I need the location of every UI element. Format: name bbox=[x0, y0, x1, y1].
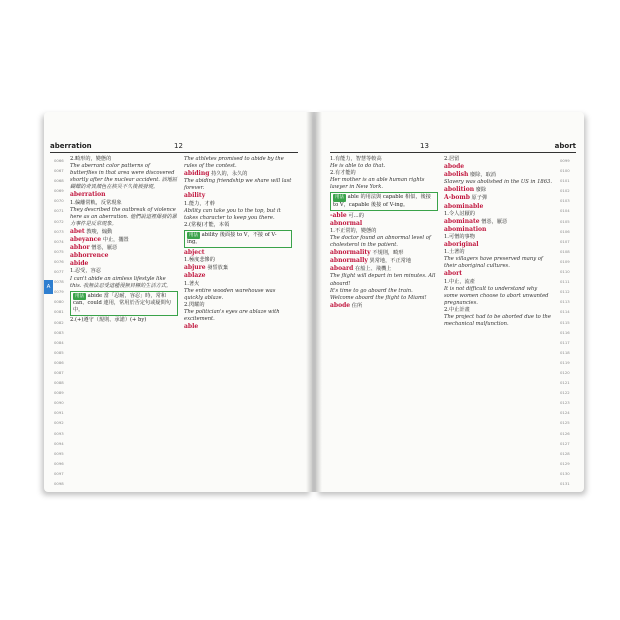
entry-sense: 1.土著的 bbox=[444, 249, 465, 256]
usage-note bbox=[70, 291, 178, 316]
definition: 不規則，畸形 bbox=[372, 250, 404, 257]
left-header-word: aberration bbox=[50, 142, 92, 150]
vocab-number: 0100 bbox=[560, 168, 570, 174]
entry-sense: 2.畸形的，變態的 bbox=[70, 156, 112, 162]
example-sentence: Slavery was abolished in the US in 1863. bbox=[444, 179, 552, 186]
headword: A-bomb bbox=[444, 194, 470, 202]
entry-sense: 1.中止，流產 bbox=[444, 278, 475, 285]
example-sentence: Ability can take you to the top, but it takes character to keep you there. bbox=[184, 207, 281, 221]
vocab-number: 0110 bbox=[560, 269, 570, 275]
headword: abomination bbox=[444, 225, 487, 233]
vocab-number: 0094 bbox=[54, 440, 64, 446]
headword: aberration bbox=[70, 191, 106, 199]
right-page bbox=[316, 112, 584, 492]
example-sentence: Welcome aboard the flight to Miami! bbox=[330, 294, 427, 301]
headword: abiding bbox=[184, 170, 210, 178]
headword: abominable bbox=[444, 202, 484, 210]
headword: -able bbox=[330, 211, 347, 219]
entry-sense: 2.(常複)才能，本領 bbox=[184, 221, 230, 228]
headword: able bbox=[184, 323, 199, 331]
usage-note bbox=[184, 230, 292, 248]
vocab-number: 0077 bbox=[54, 269, 64, 275]
vocab-number: 0119 bbox=[560, 359, 570, 365]
vocab-number: 0074 bbox=[54, 238, 64, 244]
vocab-number: 0097 bbox=[54, 470, 64, 476]
open-dictionary bbox=[44, 112, 584, 492]
headword: ability bbox=[184, 192, 206, 200]
definition: 異常地，不正常地 bbox=[369, 258, 412, 265]
left-page-header bbox=[50, 142, 298, 153]
vocab-number: 0090 bbox=[54, 400, 64, 406]
headword: abide bbox=[70, 260, 89, 268]
headword: abolition bbox=[444, 186, 475, 194]
example-sentence: It's time to go aboard the train. bbox=[330, 287, 413, 294]
headword: abort bbox=[444, 270, 463, 278]
definition: 憎惡，厭惡 bbox=[481, 218, 508, 225]
vocab-number: 0080 bbox=[54, 299, 64, 305]
vocab-number: 0073 bbox=[54, 228, 64, 234]
definition: 中止，擱置 bbox=[102, 237, 129, 244]
vocab-number: 0069 bbox=[54, 188, 64, 194]
definition: 廢除 bbox=[475, 187, 487, 194]
vocab-number: 0076 bbox=[54, 258, 64, 264]
headword: aboriginal bbox=[444, 241, 479, 249]
vocab-number: 0095 bbox=[54, 450, 64, 456]
left-column-1 bbox=[70, 156, 178, 324]
headword: abeyance bbox=[70, 236, 102, 244]
vocab-number: 0109 bbox=[560, 258, 570, 264]
usage-text: able 的用法與 capable 相似，後接 to V，capable 後接 of V-ing。 bbox=[333, 194, 431, 208]
vocab-number: 0120 bbox=[560, 369, 570, 375]
entry-sense: 1.能力，才幹 bbox=[184, 200, 215, 207]
usage-tag: 用法 bbox=[75, 293, 84, 299]
vocab-number: 0070 bbox=[54, 198, 64, 204]
left-page bbox=[44, 112, 312, 492]
right-column-2 bbox=[444, 156, 552, 328]
usage-tag: 用法 bbox=[335, 195, 344, 201]
vocab-number: 0131 bbox=[560, 481, 570, 486]
headword: abnormal bbox=[330, 219, 363, 227]
definition: 廢除，取消 bbox=[470, 172, 496, 179]
vocab-number: 0071 bbox=[54, 208, 64, 214]
headword: abominate bbox=[444, 217, 480, 225]
vocab-number: 0128 bbox=[560, 450, 570, 456]
example-sentence: The flight will depart in ten minutes. All aboard! bbox=[330, 273, 436, 287]
headword: abode bbox=[444, 163, 465, 171]
vocab-number: 0082 bbox=[54, 319, 64, 325]
definition: 教唆，煽動 bbox=[86, 228, 113, 235]
entry-sense: 2.有才能的 bbox=[330, 170, 356, 177]
vocab-number: 0130 bbox=[560, 470, 570, 476]
right-page-number: 13 bbox=[420, 142, 429, 150]
entry-sense: 1.令人討厭的 bbox=[444, 210, 475, 217]
vocab-number: 0099 bbox=[560, 158, 570, 163]
headword: ablaze bbox=[184, 272, 206, 280]
left-page-number: 12 bbox=[174, 142, 183, 150]
headword: abject bbox=[184, 249, 205, 257]
example-sentence: The athletes promised to abide by the rules of the contest. bbox=[184, 156, 284, 170]
vocab-number: 0104 bbox=[560, 208, 570, 214]
right-page-header bbox=[330, 142, 576, 153]
vocab-number: 0093 bbox=[54, 430, 64, 436]
example-sentence: The villagers have preserved many of their aboriginal cultures. bbox=[444, 256, 543, 270]
vocab-number: 0105 bbox=[560, 218, 570, 224]
vocab-number: 0096 bbox=[54, 460, 64, 466]
vocab-number: 0103 bbox=[560, 198, 570, 204]
headword: abode bbox=[330, 301, 351, 309]
vocab-number: 0124 bbox=[560, 410, 570, 416]
vocab-number: 0111 bbox=[560, 279, 570, 285]
headword: abhorrence bbox=[70, 252, 109, 260]
example-sentence: It is not difficult to understand why some women choose to abort unwanted pregnancies. bbox=[444, 285, 549, 306]
vocab-number: 0122 bbox=[560, 390, 570, 396]
vocab-number: 0114 bbox=[560, 309, 570, 315]
vocab-number: 0127 bbox=[560, 440, 570, 446]
vocab-number: 0079 bbox=[54, 289, 64, 295]
vocab-number: 0084 bbox=[54, 339, 64, 345]
usage-note bbox=[330, 192, 438, 210]
book-gutter bbox=[306, 112, 322, 492]
entry-sense: 1.有能力，智慧等較高 bbox=[330, 156, 382, 162]
left-margin-numbers bbox=[54, 156, 66, 489]
vocab-number: 0112 bbox=[560, 289, 570, 295]
vocab-number: 0107 bbox=[560, 238, 570, 244]
example-sentence: The project had to be aborted due to the mechanical malfunction. bbox=[444, 313, 551, 328]
definition: 可…的 bbox=[348, 212, 364, 219]
entry-sense: 1.極度悲慘的 bbox=[184, 257, 215, 264]
example-sentence: He is able to do that. bbox=[330, 163, 386, 170]
vocab-number: 0116 bbox=[560, 329, 570, 335]
entry-sense: 2.(+)遵守（規則、承諾）(+ by) bbox=[70, 316, 147, 323]
vocab-number: 0113 bbox=[560, 299, 570, 305]
entry-sense: 2.居留 bbox=[444, 156, 460, 162]
definition: 住所 bbox=[351, 302, 363, 309]
example-sentence: The aberrant color patterns of butterflies in that area were discovered shortly after the nuclear accident. 該地區蝴蝶的奇異顏色在核災不久後被發現。 bbox=[70, 163, 178, 191]
vocab-number: 0129 bbox=[560, 460, 570, 466]
vocab-number: 0068 bbox=[54, 178, 64, 184]
vocab-number: 0117 bbox=[560, 339, 570, 345]
entry-sense: 2.中止計畫 bbox=[444, 306, 470, 313]
vocab-number: 0126 bbox=[560, 430, 570, 436]
definition: 憎惡，厭惡 bbox=[91, 245, 118, 252]
vocab-number: 0121 bbox=[560, 380, 570, 386]
example-sentence: The doctor found an abnormal level of cholesterol in the patient. bbox=[330, 234, 431, 249]
headword: abolish bbox=[444, 171, 469, 179]
entry-sense: 1.偏離常軌，反常現象 bbox=[70, 199, 122, 206]
vocab-number: 0125 bbox=[560, 420, 570, 426]
thumb-index-tab[interactable]: A bbox=[44, 280, 53, 294]
usage-text: ability 後面接 to V，不接 of V-ing。 bbox=[187, 231, 277, 246]
vocab-number: 0072 bbox=[54, 218, 64, 224]
headword: abjure bbox=[184, 264, 206, 272]
vocab-number: 0102 bbox=[560, 188, 570, 194]
vocab-number: 0088 bbox=[54, 380, 64, 386]
vocab-number: 0092 bbox=[54, 420, 64, 426]
vocab-number: 0108 bbox=[560, 248, 570, 254]
headword: aboard bbox=[330, 265, 354, 273]
entry-sense: 1.不正常的，變態的 bbox=[330, 227, 377, 234]
vocab-number: 0078 bbox=[54, 279, 64, 285]
vocab-number: 0098 bbox=[54, 481, 64, 486]
example-sentence: The entire wooden warehouse was quickly ablaze. bbox=[184, 287, 276, 301]
vocab-number: 0083 bbox=[54, 329, 64, 335]
headword: abnormality bbox=[330, 249, 371, 257]
vocab-number: 0091 bbox=[54, 410, 64, 416]
vocab-number: 0081 bbox=[54, 309, 64, 315]
example-sentence: They described the outbreak of violence here as an aberration. 他們說這裡爆發的暴力事件是反常現象。 bbox=[70, 206, 177, 227]
vocab-number: 0089 bbox=[54, 390, 64, 396]
vocab-number: 0067 bbox=[54, 168, 64, 174]
vocab-number: 0115 bbox=[560, 319, 570, 325]
vocab-number: 0101 bbox=[560, 178, 570, 184]
vocab-number: 0087 bbox=[54, 369, 64, 375]
entry-sense: 1.著火 bbox=[184, 280, 200, 287]
example-sentence: Her mother is an able human rights lawyer in New York. bbox=[330, 177, 425, 191]
definition: 在船上、飛機上 bbox=[355, 266, 392, 273]
vocab-number: 0106 bbox=[560, 228, 570, 234]
headword: abnormally bbox=[330, 257, 368, 265]
left-column-2 bbox=[184, 156, 292, 331]
vocab-number: 0086 bbox=[54, 359, 64, 365]
example-sentence: The politician's eyes are ablaze with excitement. bbox=[184, 308, 280, 322]
usage-tag: 用法 bbox=[189, 232, 198, 238]
headword: abet bbox=[70, 227, 85, 235]
example-sentence: I can't abide an aimless lifestyle like this. 我無法忍受這種漫無目標的生活方式。 bbox=[70, 275, 172, 289]
vocab-number: 0075 bbox=[54, 248, 64, 254]
vocab-number: 0118 bbox=[560, 349, 570, 355]
example-sentence: The abiding friendship we share will last forever. bbox=[184, 178, 292, 192]
entry-sense: 1.可憎的事物 bbox=[444, 233, 475, 240]
vocab-number: 0085 bbox=[54, 349, 64, 355]
definition: 發誓放棄 bbox=[207, 265, 229, 272]
entry-sense: 2.閃耀的 bbox=[184, 301, 205, 308]
right-header-word: abort bbox=[554, 142, 576, 150]
right-column-1 bbox=[330, 156, 438, 310]
definition: 持久的，永久的 bbox=[211, 171, 248, 178]
definition: 原子彈 bbox=[471, 195, 488, 202]
usage-text: abide 當「忍耐，容忍」時，常和 can、could 連用，常用於否定句或疑問句中。 bbox=[73, 292, 171, 313]
right-margin-numbers bbox=[560, 156, 572, 489]
vocab-number: 0066 bbox=[54, 158, 64, 163]
vocab-number: 0123 bbox=[560, 400, 570, 406]
headword: abhor bbox=[70, 244, 90, 252]
entry-sense: 1.忍受，容忍 bbox=[70, 268, 101, 275]
